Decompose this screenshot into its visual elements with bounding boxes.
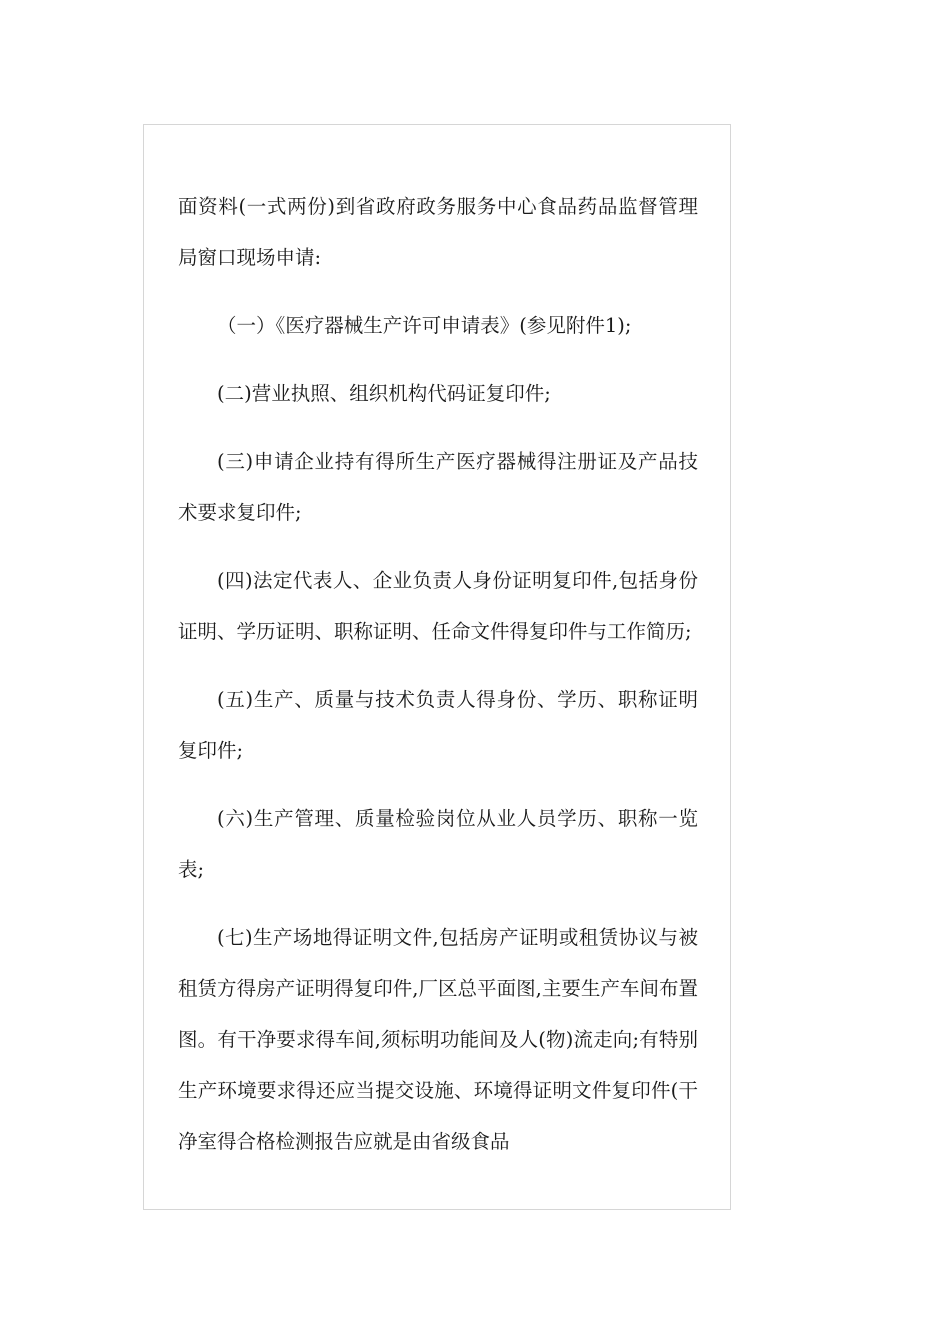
paragraph-item-6: (六)生产管理、质量检验岗位从业人员学历、职称一览表; <box>178 807 698 881</box>
paragraph-item-2: (二)营业执照、组织机构代码证复印件; <box>217 382 551 405</box>
paragraph-intro: 面资料(一式两份)到省政府政务服务中心食品药品监督管理局窗口现场申请: <box>178 195 698 269</box>
paragraph-item-5: (五)生产、质量与技术负责人得身份、学历、职称证明复印件; <box>178 688 698 762</box>
document-body <box>178 181 698 1184</box>
paragraph-item-4: (四)法定代表人、企业负责人身份证明复印件,包括身份证明、学历证明、职称证明、任命文件得复印件与工作简历; <box>178 569 698 643</box>
paragraph-item-7: (七)生产场地得证明文件,包括房产证明或租赁协议与被租赁方得房产证明得复印件,厂区总平面图,主要生产车间布置图。有干净要求得车间,须标明功能间及人(物)流走向;有特别生产环境要求得还应当提交设施、环境得证明文件复印件(干净室得合格检测报告应就是由省级食品 <box>178 926 698 1153</box>
document-page <box>143 124 731 1210</box>
paragraph-item-3: (三)申请企业持有得所生产医疗器械得注册证及产品技术要求复印件; <box>178 450 698 524</box>
paragraph-item-1: （一）《医疗器械生产许可申请表》(参见附件1); <box>217 314 632 337</box>
